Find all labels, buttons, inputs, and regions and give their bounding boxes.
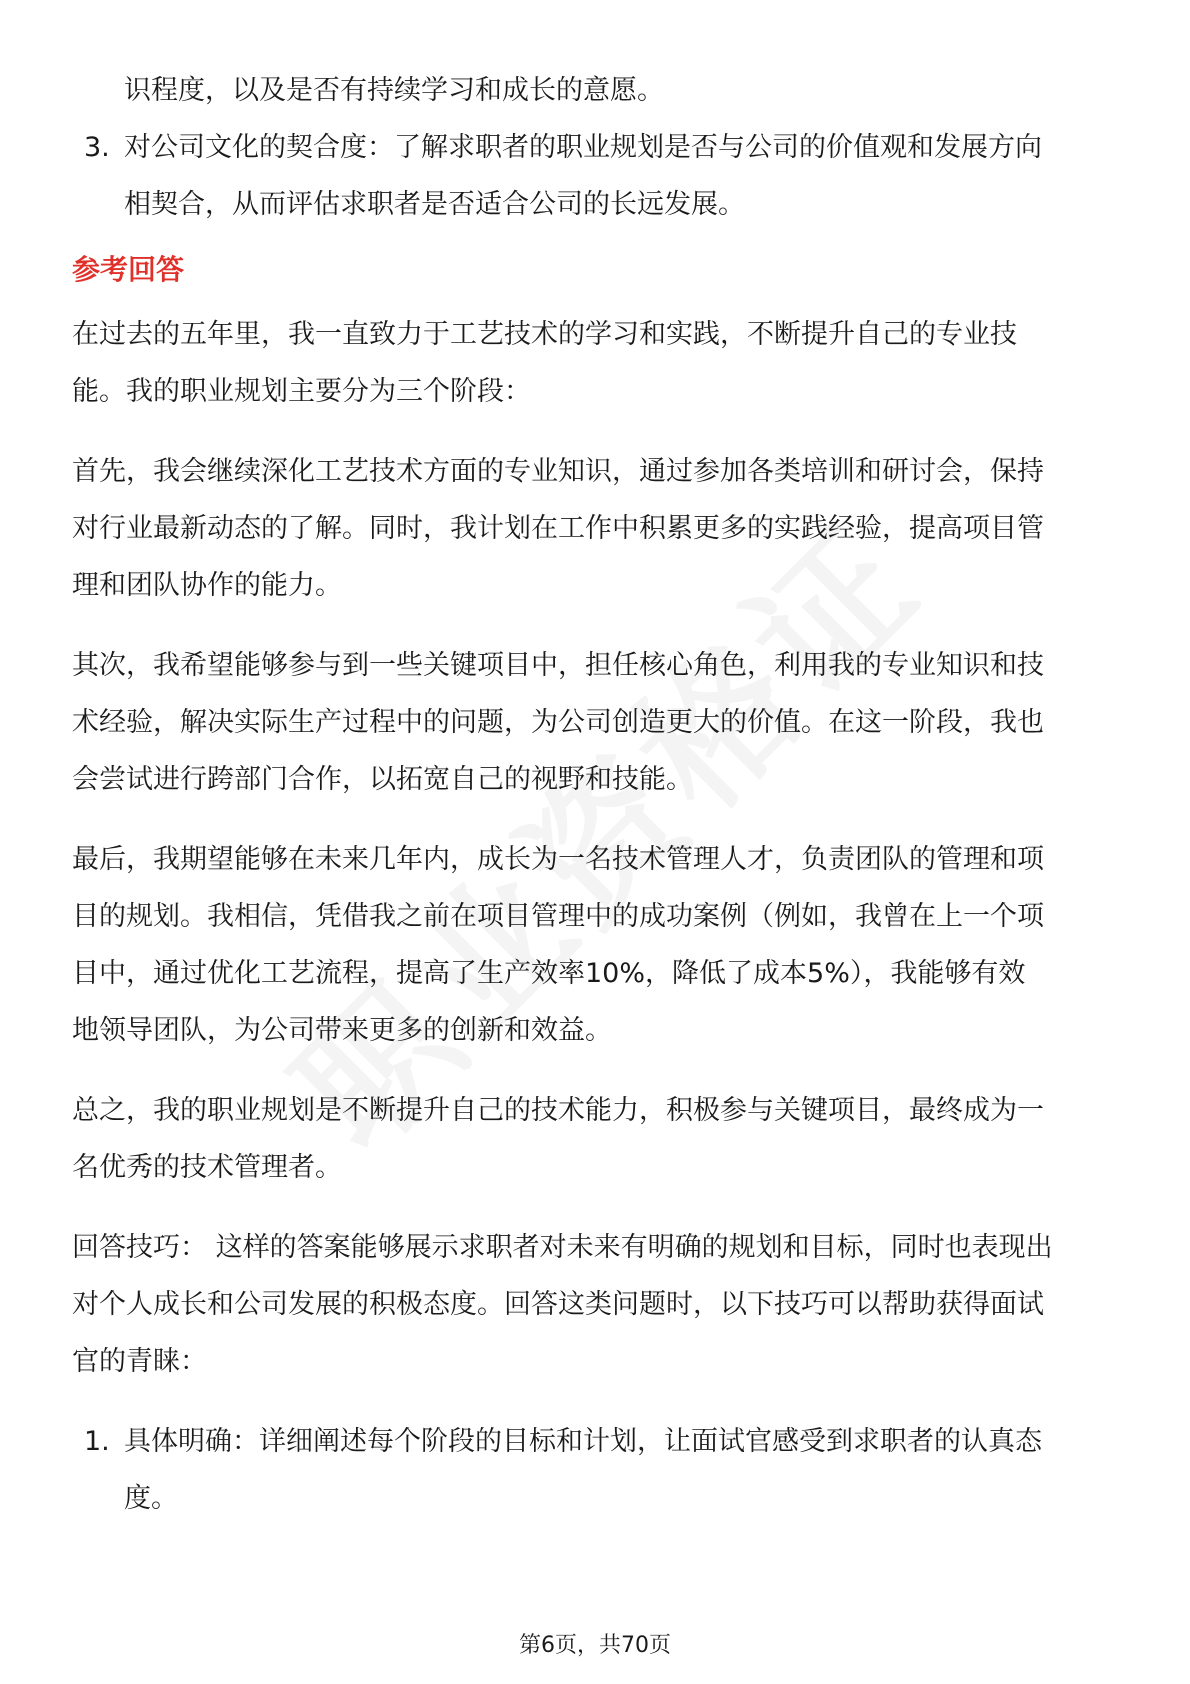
paragraph-line: 官的青睐： — [72, 1346, 207, 1377]
paragraph-final-stage — [72, 831, 1122, 1059]
paragraph-line: 术经验，解决实际生产过程中的问题，为公司创造更大的价值。在这一阶段，我也 — [72, 707, 1044, 738]
list-item-line: 度。 — [124, 1483, 178, 1514]
paragraph-intro — [72, 306, 1122, 420]
list-item-line: 具体明确：详细阐述每个阶段的目标和计划，让面试官感受到求职者的认真态 — [124, 1426, 1042, 1457]
list-item-line: 对公司文化的契合度：了解求职者的职业规划是否与公司的价值观和发展方向 — [124, 132, 1042, 163]
paragraph-second-stage — [72, 637, 1122, 808]
list-item-body — [124, 1413, 1122, 1527]
list-number: 3. — [84, 132, 110, 163]
paragraph-line: 能。我的职业规划主要分为三个阶段： — [72, 376, 531, 407]
paragraph-line: 在过去的五年里，我一直致力于工艺技术的学习和实践，不断提升自己的专业技 — [72, 319, 1017, 350]
paragraph-tips — [72, 1219, 1122, 1390]
paragraph-line: 对行业最新动态的了解。同时，我计划在工作中积累更多的实践经验，提高项目管 — [72, 513, 1044, 544]
list-item-3 — [72, 119, 1122, 233]
list-item-body — [124, 119, 1122, 233]
paragraph-summary — [72, 1082, 1122, 1196]
paragraph-line: 首先，我会继续深化工艺技术方面的专业知识，通过参加各类培训和研讨会，保持 — [72, 456, 1044, 487]
paragraph-line: 其次，我希望能够参与到一些关键项目中，担任核心角色，利用我的专业知识和技 — [72, 650, 1044, 681]
page-content — [72, 62, 1122, 1527]
paragraph-line: 总之，我的职业规划是不断提升自己的技术能力，积极参与关键项目，最终成为一 — [72, 1095, 1044, 1126]
paragraph-line: 目的规划。我相信，凭借我之前在项目管理中的成功案例（例如，我曾在上一个项 — [72, 901, 1044, 932]
list-item-line: 相契合，从而评估求职者是否适合公司的长远发展。 — [124, 189, 745, 220]
paragraph-line: 对个人成长和公司发展的积极态度。回答这类问题时，以下技巧可以帮助获得面试 — [72, 1289, 1044, 1320]
section-heading: 参考回答 — [72, 253, 185, 286]
list-number: 1. — [84, 1426, 110, 1457]
paragraph-line: 目中，通过优化工艺流程，提高了生产效率10%，降低了成本5%），我能够有效 — [72, 958, 1026, 989]
paragraph-line: 地领导团队，为公司带来更多的创新和效益。 — [72, 1015, 612, 1046]
paragraph-line: 名优秀的技术管理者。 — [72, 1152, 342, 1183]
page-footer: 第6页，共70页 — [519, 1633, 671, 1658]
paragraph-line: 回答技巧： 这样的答案能够展示求职者对未来有明确的规划和目标，同时也表现出 — [72, 1232, 1053, 1263]
list-item-1 — [72, 1413, 1122, 1527]
paragraph-line: 理和团队协作的能力。 — [72, 570, 342, 601]
paragraph-line: 最后，我期望能够在未来几年内，成长为一名技术管理人才，负责团队的管理和项 — [72, 844, 1044, 875]
paragraph-first-stage — [72, 443, 1122, 614]
continuation-line: 识程度，以及是否有持续学习和成长的意愿。 — [124, 75, 664, 106]
paragraph-line: 会尝试进行跨部门合作，以拓宽自己的视野和技能。 — [72, 764, 693, 795]
